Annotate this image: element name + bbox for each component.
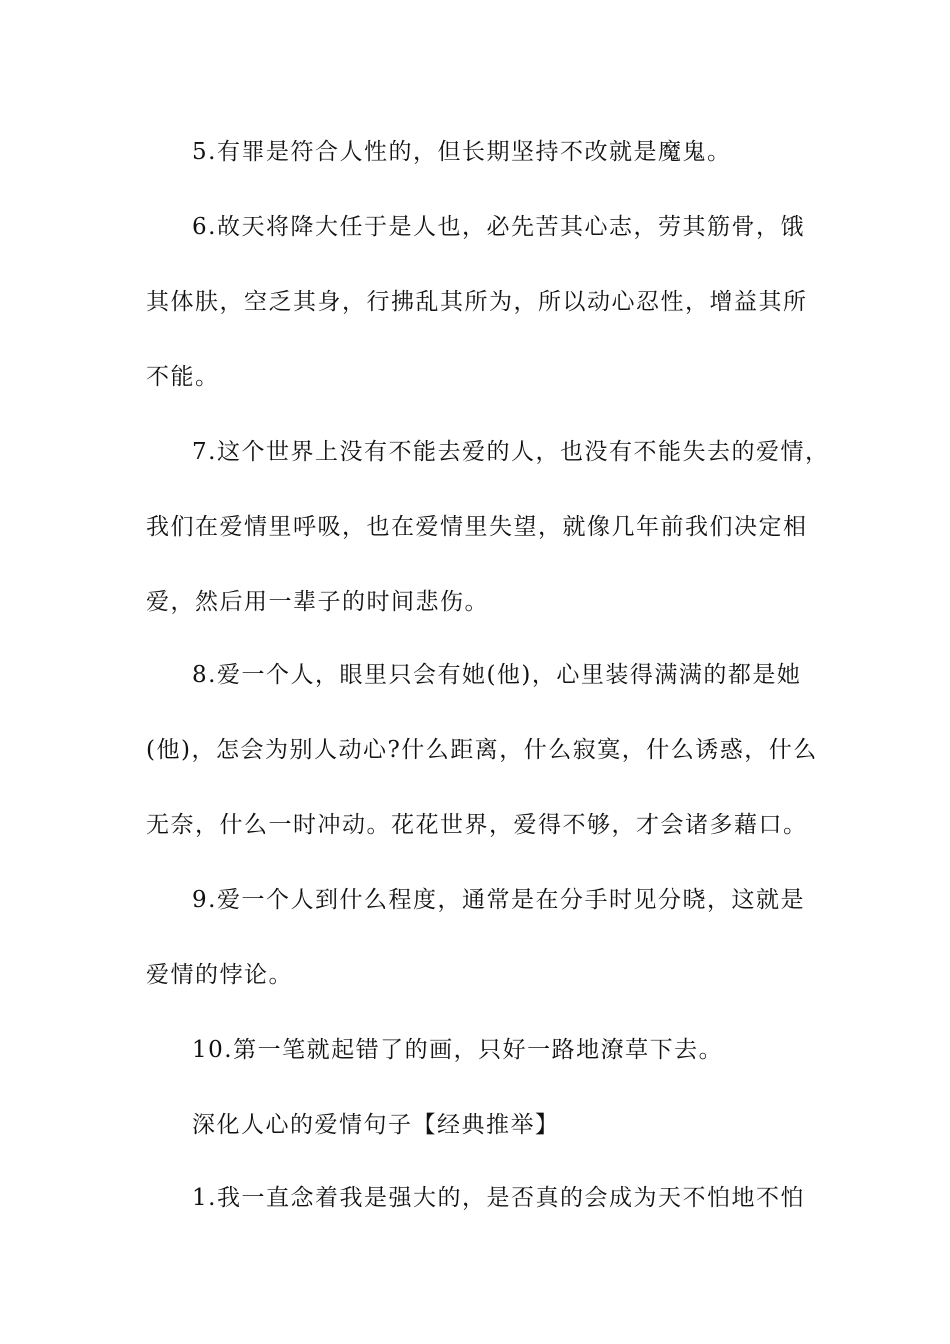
quote-7-line-1: 7.这个世界上没有不能去爱的人，也没有不能失去的爱情，: [192, 439, 830, 465]
quote-9-line-2: 爱情的悖论。: [146, 962, 293, 988]
section-heading: 深化人心的爱情句子【经典推举】: [192, 1112, 560, 1138]
quote-6-line-1: 6.故天将降大任于是人也，必先苦其心志，劳其筋骨，饿: [192, 214, 805, 240]
quote-8-line-2: (他)，怎会为别人动心?什么距离，什么寂寞，什么诱惑，什么: [146, 737, 818, 763]
quote-8-line-1: 8.爱一个人，眼里只会有她(他)，心里装得满满的都是她: [192, 662, 802, 688]
quote-7-line-3: 爱，然后用一辈子的时间悲伤。: [146, 589, 489, 615]
quote-1-line-1: 1.我一直念着我是强大的，是否真的会成为天不怕地不怕: [192, 1185, 805, 1211]
quote-8-line-3: 无奈，什么一时冲动。花花世界，爱得不够，才会诸多藉口。: [146, 812, 808, 838]
quote-9-line-1: 9.爱一个人到什么程度，通常是在分手时见分晓，这就是: [192, 887, 805, 913]
quote-5-line-1: 5.有罪是符合人性的，但长期坚持不改就是魔鬼。: [192, 139, 732, 165]
quote-6-line-2: 其体肤，空乏其身，行拂乱其所为，所以动心忍性，增益其所: [146, 289, 808, 315]
quote-7-line-2: 我们在爱情里呼吸，也在爱情里失望，就像几年前我们决定相: [146, 514, 808, 540]
quote-6-line-3: 不能。: [146, 364, 220, 390]
quote-10-line-1: 10.第一笔就起错了的画，只好一路地潦草下去。: [192, 1037, 724, 1063]
